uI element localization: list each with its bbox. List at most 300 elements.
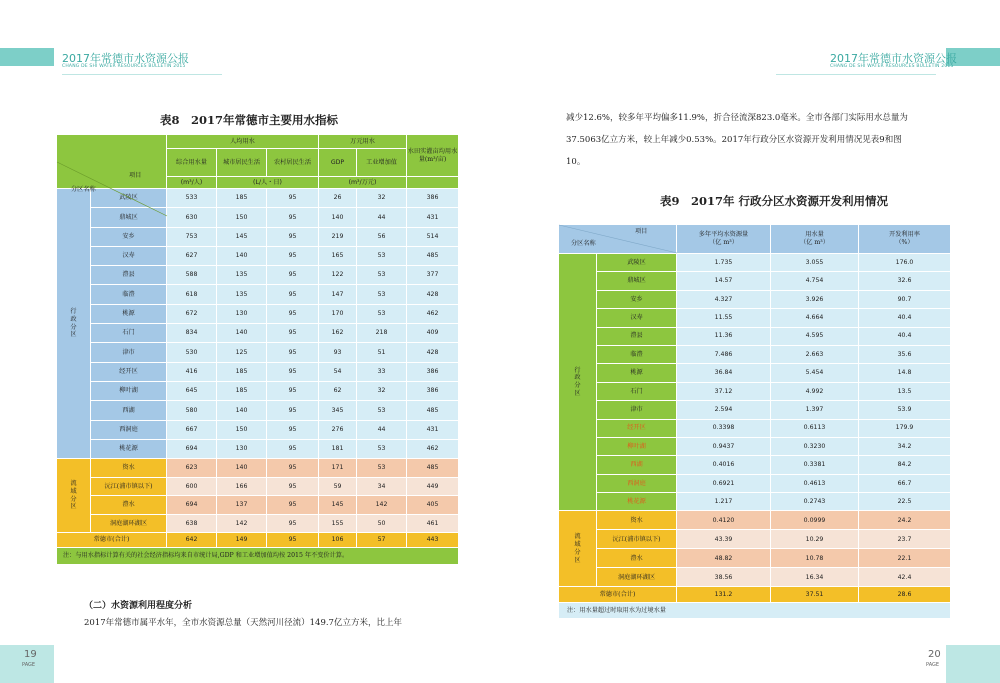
table-cell: 409 <box>407 324 459 343</box>
page-label-left: PAGE <box>22 662 36 668</box>
table-cell: 345 <box>319 401 357 420</box>
table-cell: 40.4 <box>859 309 951 327</box>
table-cell: 33 <box>357 362 407 381</box>
table-cell: 53 <box>357 246 407 265</box>
section-heading: （二）水资源利用程度分析 <box>84 601 193 611</box>
row-name: 津市 <box>597 401 677 419</box>
table-cell: 93 <box>319 343 357 362</box>
table-cell: 142 <box>217 514 267 533</box>
table-cell: 0.3381 <box>771 456 859 474</box>
table-cell: 150 <box>217 420 267 439</box>
table-cell: 155 <box>319 514 357 533</box>
table-row <box>57 304 459 323</box>
table-cell: 84.2 <box>859 456 951 474</box>
table-cell: 416 <box>167 362 217 381</box>
col-gdp: GDP <box>319 149 357 177</box>
group-label-text: 行 政 分 区 <box>574 366 581 397</box>
group-label-basin <box>57 459 91 533</box>
table-row <box>57 401 459 420</box>
table-cell: 122 <box>319 266 357 285</box>
table-cell: 2.594 <box>677 401 771 419</box>
table-cell: 3.926 <box>771 290 859 308</box>
table-cell: 638 <box>167 514 217 533</box>
table-cell: 130 <box>217 304 267 323</box>
table-cell: 533 <box>167 189 217 208</box>
total-cell: 443 <box>407 533 459 548</box>
table-cell: 44 <box>357 208 407 227</box>
row-name: 桃源 <box>597 364 677 382</box>
table-cell: 0.4016 <box>677 456 771 474</box>
table-cell: 56 <box>357 227 407 246</box>
header-band-left <box>0 48 54 66</box>
table-cell: 2.663 <box>771 345 859 363</box>
unit-total: (m³/人) <box>167 177 217 189</box>
col-water-use <box>771 225 859 254</box>
header-subtitle-left: CHANG DE SHI WATER RESOURCES BULLETIN 2015 <box>62 64 186 69</box>
row-name: 汉寿 <box>91 246 167 265</box>
row-name: 资水 <box>597 511 677 530</box>
group-label-admin <box>559 254 597 511</box>
table-cell: 176.0 <box>859 254 951 272</box>
corner-top-label: 项目 <box>635 228 648 235</box>
total-cell: 106 <box>319 533 357 548</box>
total-cell: 37.51 <box>771 587 859 603</box>
table-cell: 36.84 <box>677 364 771 382</box>
header-title-left: 2017年常德市水资源公报 <box>62 52 189 65</box>
col-utilization-rate <box>859 225 951 254</box>
col-paddy-irrigation: 水田实灌亩均用水量(m³/亩) <box>407 135 459 177</box>
table-row <box>559 493 951 511</box>
row-name: 临澧 <box>597 345 677 363</box>
table-cell: 95 <box>267 439 319 458</box>
table-cell: 0.9437 <box>677 437 771 455</box>
table-cell: 34.2 <box>859 437 951 455</box>
table-cell: 431 <box>407 420 459 439</box>
table-row <box>57 496 459 515</box>
table-cell: 462 <box>407 439 459 458</box>
table8-corner-header <box>57 135 167 193</box>
table-cell: 24.2 <box>859 511 951 530</box>
table-cell: 145 <box>217 227 267 246</box>
table-cell: 32 <box>357 381 407 400</box>
corner-top-label: 项目 <box>129 171 142 179</box>
table-row <box>57 266 459 285</box>
right-paragraph-line1: 减少12.6%，较多年平均偏多11.9%，折合径流深823.0毫米。全市各部门实际用水总量为 <box>566 113 908 123</box>
row-name: 经开区 <box>91 362 167 381</box>
table-cell: 22.5 <box>859 493 951 511</box>
corner-diagonal-line <box>559 225 677 253</box>
table-row <box>57 381 459 400</box>
group-per-capita: 人均用水 <box>167 135 319 149</box>
table-row <box>559 419 951 437</box>
table-cell: 0.4613 <box>771 474 859 492</box>
table-row <box>559 474 951 492</box>
row-name: 西洞庭 <box>91 420 167 439</box>
table-cell: 95 <box>267 208 319 227</box>
group-wan-yuan: 万元用水 <box>319 135 407 149</box>
table-row <box>559 437 951 455</box>
footer-band-right <box>946 645 1000 683</box>
table-row <box>559 345 951 363</box>
table-cell: 95 <box>267 343 319 362</box>
table-cell: 38.56 <box>677 568 771 587</box>
table-cell: 140 <box>217 459 267 478</box>
table9 <box>558 224 951 619</box>
table8 <box>56 134 459 565</box>
col-rate-unit: （%） <box>895 239 914 246</box>
table-cell: 66.7 <box>859 474 951 492</box>
row-name: 桃源 <box>91 304 167 323</box>
table-cell: 514 <box>407 227 459 246</box>
table-cell: 32.6 <box>859 272 951 290</box>
row-name: 澧水 <box>597 549 677 568</box>
table-cell: 0.3230 <box>771 437 859 455</box>
table-cell: 95 <box>267 362 319 381</box>
table-cell: 50 <box>357 514 407 533</box>
table-cell: 95 <box>267 285 319 304</box>
table-cell: 171 <box>319 459 357 478</box>
table-cell: 4.754 <box>771 272 859 290</box>
unit-life: (L/人・日) <box>217 177 319 189</box>
table-cell: 485 <box>407 459 459 478</box>
col-total-use: 综合用水量 <box>167 149 217 177</box>
table-row <box>57 285 459 304</box>
table-cell: 150 <box>217 208 267 227</box>
table-cell: 95 <box>267 324 319 343</box>
table-cell: 530 <box>167 343 217 362</box>
col-res-label: 多年平均水资源量 <box>698 231 749 239</box>
row-name: 武陵区 <box>597 254 677 272</box>
table-cell: 218 <box>357 324 407 343</box>
table-cell: 1.397 <box>771 401 859 419</box>
row-name: 澧水 <box>91 496 167 515</box>
row-name: 柳叶湖 <box>91 381 167 400</box>
table-cell: 23.7 <box>859 530 951 549</box>
table-row <box>559 549 951 568</box>
total-cell: 642 <box>167 533 217 548</box>
table-row <box>57 459 459 478</box>
table-cell: 140 <box>217 246 267 265</box>
table-row <box>559 530 951 549</box>
table-cell: 377 <box>407 266 459 285</box>
table-cell: 35.6 <box>859 345 951 363</box>
table-cell: 34 <box>357 477 407 496</box>
table8-title: 表8 2017年常德市主要用水指标 <box>160 113 339 127</box>
table-cell: 386 <box>407 362 459 381</box>
table-row <box>559 364 951 382</box>
total-cell: 57 <box>357 533 407 548</box>
table-cell: 53 <box>357 401 407 420</box>
group-label-text: 流 域 分 区 <box>70 480 77 511</box>
header-title-right: 2017年常德市水资源公报 <box>830 52 957 65</box>
right-paragraph-line2: 37.5063亿立方米，较上年减少0.53%。2017年行政分区水资源开发利用情况见表9和图 <box>566 135 902 145</box>
table-cell: 386 <box>407 381 459 400</box>
corner-bottom-label: 分区名称 <box>71 185 96 193</box>
row-name: 资水 <box>91 459 167 478</box>
table-cell: 44 <box>357 420 407 439</box>
table-row <box>559 327 951 345</box>
table-row <box>559 309 951 327</box>
total-cell: 131.2 <box>677 587 771 603</box>
row-name: 洞庭湖环湖区 <box>597 568 677 587</box>
table-cell: 166 <box>217 477 267 496</box>
table-cell: 11.55 <box>677 309 771 327</box>
table-cell: 219 <box>319 227 357 246</box>
row-name: 临澧 <box>91 285 167 304</box>
table-cell: 37.12 <box>677 382 771 400</box>
table-row <box>559 511 951 530</box>
table-cell: 588 <box>167 266 217 285</box>
row-name: 鼎城区 <box>597 272 677 290</box>
table-cell: 181 <box>319 439 357 458</box>
table-cell: 165 <box>319 246 357 265</box>
row-name: 桃花源 <box>597 493 677 511</box>
table-cell: 0.4120 <box>677 511 771 530</box>
left-paragraph: 2017年常德市属平水年，全市水资源总量（天然河川径流）149.7亿立方米，比上年 <box>84 618 402 628</box>
row-name: 石门 <box>597 382 677 400</box>
row-name: 石门 <box>91 324 167 343</box>
table-row <box>57 343 459 362</box>
row-name: 武陵区 <box>91 189 167 208</box>
table-cell: 95 <box>267 459 319 478</box>
table-cell: 1.735 <box>677 254 771 272</box>
table-cell: 140 <box>217 401 267 420</box>
table-cell: 130 <box>217 439 267 458</box>
table-cell: 672 <box>167 304 217 323</box>
group-label-text: 流 域 分 区 <box>574 533 581 564</box>
table-cell: 95 <box>267 381 319 400</box>
table-cell: 53 <box>357 285 407 304</box>
table-cell: 53 <box>357 439 407 458</box>
table8-note: 注：与用水指标计算有关的社会经济指标均来自市统计局,GDP 和工业增加值均按 2015 年不变价计算。 <box>57 548 459 565</box>
group-label-text: 行 政 分 区 <box>70 308 77 339</box>
table-cell: 0.6921 <box>677 474 771 492</box>
table-cell: 53.9 <box>859 401 951 419</box>
table-cell: 645 <box>167 381 217 400</box>
table-row <box>57 477 459 496</box>
row-name: 澧县 <box>597 327 677 345</box>
table9-note: 注：用水量超过时取用水为过境水量 <box>559 603 951 619</box>
table-cell: 59 <box>319 477 357 496</box>
table-cell: 62 <box>319 381 357 400</box>
table-row <box>57 514 459 533</box>
table-cell: 10.29 <box>771 530 859 549</box>
table-cell: 600 <box>167 477 217 496</box>
corner-bottom-label: 分区名称 <box>571 240 596 247</box>
table-row <box>559 272 951 290</box>
unit-empty <box>407 177 459 189</box>
row-name: 沅江(浦市镇以下) <box>597 530 677 549</box>
table-cell: 431 <box>407 208 459 227</box>
col-rate-label: 开发利用率 <box>889 231 920 239</box>
table-cell: 43.39 <box>677 530 771 549</box>
table-row <box>559 401 951 419</box>
table-cell: 32 <box>357 189 407 208</box>
unit-wan-yuan: (m³/万元) <box>319 177 407 189</box>
table-cell: 179.9 <box>859 419 951 437</box>
table-cell: 694 <box>167 439 217 458</box>
table-cell: 135 <box>217 285 267 304</box>
table-cell: 618 <box>167 285 217 304</box>
table-cell: 11.36 <box>677 327 771 345</box>
table-cell: 4.327 <box>677 290 771 308</box>
table-cell: 386 <box>407 189 459 208</box>
table-cell: 54 <box>319 362 357 381</box>
table-cell: 485 <box>407 246 459 265</box>
table-cell: 4.992 <box>771 382 859 400</box>
header-subtitle-right: CHANG DE SHI WATER RESOURCES BULLETIN 2015 <box>830 64 954 69</box>
table-row <box>57 439 459 458</box>
table-cell: 22.1 <box>859 549 951 568</box>
table-cell: 95 <box>267 304 319 323</box>
col-use-unit: （亿 m³） <box>800 239 829 246</box>
table-cell: 428 <box>407 343 459 362</box>
row-name: 汉寿 <box>597 309 677 327</box>
table-row <box>559 568 951 587</box>
table-cell: 95 <box>267 420 319 439</box>
row-name: 西湖 <box>91 401 167 420</box>
table-cell: 95 <box>267 189 319 208</box>
table-cell: 4.664 <box>771 309 859 327</box>
table-cell: 53 <box>357 459 407 478</box>
col-water-resources <box>677 225 771 254</box>
table-row <box>57 227 459 246</box>
table9-corner-header <box>559 225 677 254</box>
header-rule-right <box>776 74 936 75</box>
table-cell: 276 <box>319 420 357 439</box>
page-number-right: 20 <box>928 649 941 660</box>
row-name: 澧县 <box>91 266 167 285</box>
table-row <box>57 246 459 265</box>
row-name: 沅江(浦市镇以下) <box>91 477 167 496</box>
total-cell: 28.6 <box>859 587 951 603</box>
table-cell: 753 <box>167 227 217 246</box>
row-name: 桃花源 <box>91 439 167 458</box>
table-cell: 630 <box>167 208 217 227</box>
table-cell: 147 <box>319 285 357 304</box>
col-urban-life: 城市居民生活 <box>217 149 267 177</box>
table-cell: 0.0999 <box>771 511 859 530</box>
table-cell: 0.2743 <box>771 493 859 511</box>
table-cell: 627 <box>167 246 217 265</box>
table-row <box>57 362 459 381</box>
table-cell: 405 <box>407 496 459 515</box>
table-cell: 580 <box>167 401 217 420</box>
table-cell: 125 <box>217 343 267 362</box>
table9-title: 表9 2017年 行政分区水资源开发利用情况 <box>660 194 889 208</box>
table-row <box>559 290 951 308</box>
table-cell: 145 <box>319 496 357 515</box>
table-cell: 95 <box>267 496 319 515</box>
table-cell: 14.8 <box>859 364 951 382</box>
table-cell: 1.217 <box>677 493 771 511</box>
table-cell: 142 <box>357 496 407 515</box>
table-cell: 40.4 <box>859 327 951 345</box>
row-name: 安乡 <box>91 227 167 246</box>
row-name: 鼎城区 <box>91 208 167 227</box>
table-cell: 3.055 <box>771 254 859 272</box>
row-name: 经开区 <box>597 419 677 437</box>
table-cell: 0.3398 <box>677 419 771 437</box>
header-rule-left <box>62 74 222 75</box>
table-cell: 7.486 <box>677 345 771 363</box>
table-row <box>57 324 459 343</box>
table-cell: 95 <box>267 514 319 533</box>
table-cell: 95 <box>267 477 319 496</box>
row-name: 柳叶湖 <box>597 437 677 455</box>
table-cell: 4.595 <box>771 327 859 345</box>
table-cell: 16.34 <box>771 568 859 587</box>
table-cell: 694 <box>167 496 217 515</box>
table-row-total-name: 常德市(合计) <box>57 533 167 548</box>
table-cell: 13.5 <box>859 382 951 400</box>
row-name: 安乡 <box>597 290 677 308</box>
table-cell: 140 <box>217 324 267 343</box>
col-industry: 工业增加值 <box>357 149 407 177</box>
table-cell: 135 <box>217 266 267 285</box>
total-cell: 95 <box>267 533 319 548</box>
col-res-unit: （亿 m³） <box>709 239 738 246</box>
table-cell: 95 <box>267 246 319 265</box>
page-number-left: 19 <box>24 649 37 660</box>
row-name: 西湖 <box>597 456 677 474</box>
table-cell: 623 <box>167 459 217 478</box>
table-cell: 14.57 <box>677 272 771 290</box>
table-cell: 53 <box>357 304 407 323</box>
col-rural-life: 农村居民生活 <box>267 149 319 177</box>
group-label-basin <box>559 511 597 587</box>
table-row <box>57 420 459 439</box>
table-cell: 90.7 <box>859 290 951 308</box>
table-row <box>559 382 951 400</box>
table-cell: 449 <box>407 477 459 496</box>
row-name: 津市 <box>91 343 167 362</box>
page-label-right: PAGE <box>926 662 940 668</box>
total-cell: 149 <box>217 533 267 548</box>
table-cell: 162 <box>319 324 357 343</box>
table-row <box>559 456 951 474</box>
table-cell: 170 <box>319 304 357 323</box>
row-name: 洞庭湖环湖区 <box>91 514 167 533</box>
table-cell: 834 <box>167 324 217 343</box>
table-cell: 485 <box>407 401 459 420</box>
table-cell: 462 <box>407 304 459 323</box>
col-use-label: 用水量 <box>805 231 824 239</box>
table-row-total-name: 常德市(合计) <box>559 587 677 603</box>
row-name: 西洞庭 <box>597 474 677 492</box>
table-cell: 140 <box>319 208 357 227</box>
table-cell: 0.6113 <box>771 419 859 437</box>
table-cell: 185 <box>217 189 267 208</box>
table-cell: 185 <box>217 362 267 381</box>
table-cell: 48.82 <box>677 549 771 568</box>
table-cell: 95 <box>267 266 319 285</box>
right-paragraph-line3: 10。 <box>566 157 586 167</box>
table-cell: 10.78 <box>771 549 859 568</box>
table-cell: 5.454 <box>771 364 859 382</box>
table-cell: 185 <box>217 381 267 400</box>
table-cell: 461 <box>407 514 459 533</box>
table-cell: 42.4 <box>859 568 951 587</box>
table-cell: 53 <box>357 266 407 285</box>
table-cell: 137 <box>217 496 267 515</box>
table-row <box>559 254 951 272</box>
table-cell: 95 <box>267 401 319 420</box>
table-cell: 51 <box>357 343 407 362</box>
table-cell: 667 <box>167 420 217 439</box>
table-cell: 95 <box>267 227 319 246</box>
table-cell: 26 <box>319 189 357 208</box>
